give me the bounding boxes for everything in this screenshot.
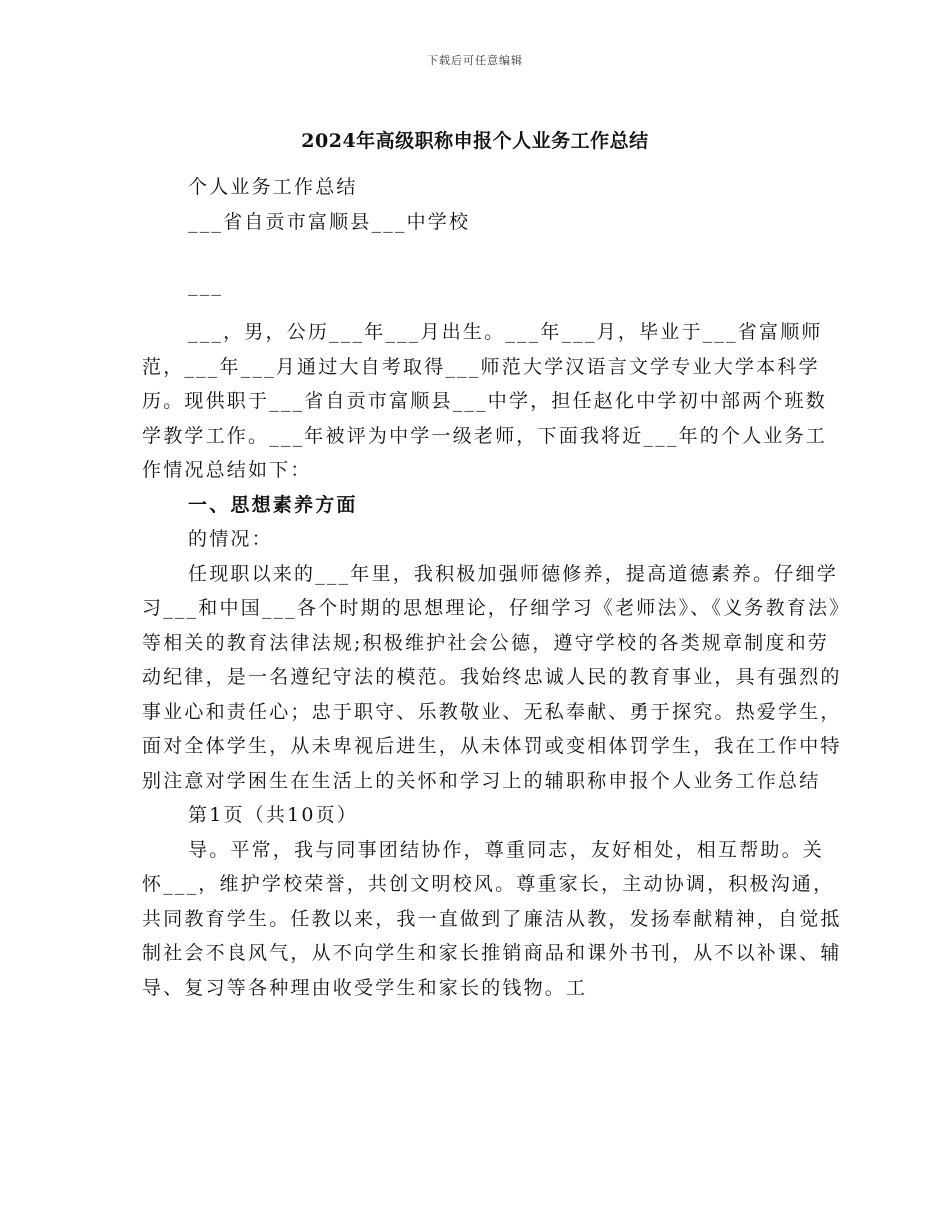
intro-line-1: 个人业务工作总结: [188, 176, 358, 198]
paragraph-ideology: 任现职以来的___年里，我积极加强师德修养，提高道德素养。仔细学习___和中国___各个时期的思想理论，仔细学习《老师法》、《义务教育法》等相关的教育法律法规;积极维护社会公德，遵守学校的各类规章制度和劳动纪律，是一名遵纪守法的模范。我始终忠诚人民的教育事业，具有强烈的事业心和责任心；忠于职守、乐教敬业、无私奉献、勇于探究。热爱学生，面对全体学生，从未卑视后进生，从未体罚或变相体罚学生，我在工作中特别注意对学困生在生活上的关怀和学习上的辅职称申报个人业务工作总结: [142, 562, 842, 792]
paragraph-personal-info: ___，男，公历___年___月出生。___年___月，毕业于___省富顺师范，___年___月通过大自考取得___师范大学汉语言文学专业大学本科学历。现供职于___省自贡市富顺县___中学，担任赵化中学初中部两个班数学教学工作。___年被评为中学一级老师，下面我将近___年的个人业务工作情况总结如下：: [142, 321, 828, 481]
paragraph-conduct: 导。平常，我与同事团结协作，尊重同志，友好相处，相互帮助。关怀___，维护学校荣誉，共创文明校风。尊重家长，主动协调，积极沟通，共同教育学生。任教以来，我一直做到了廉洁从教，发扬奉献精神，自觉抵制社会不良风气，从不向学生和家长推销商品和课外书刊，从不以补课、辅导、复习等各种理由收受学生和家长的钱物。工: [142, 838, 842, 999]
page-header: 下载后可任意编辑: [427, 54, 523, 67]
document-body: [142, 170, 842, 1005]
name-blank: ___: [188, 274, 224, 296]
section-subheading: 的情况：: [188, 528, 273, 550]
section-heading-ideology: 一、思想素养方面: [188, 493, 358, 516]
page-marker: 第1页（共10页）: [188, 804, 359, 826]
spacer: [142, 295, 842, 315]
intro-line-2: ___省自贡市富顺县___中学校: [188, 210, 471, 233]
spacer: [142, 239, 842, 275]
document-title: 2024年高级职称申报个人业务工作总结: [301, 130, 649, 152]
